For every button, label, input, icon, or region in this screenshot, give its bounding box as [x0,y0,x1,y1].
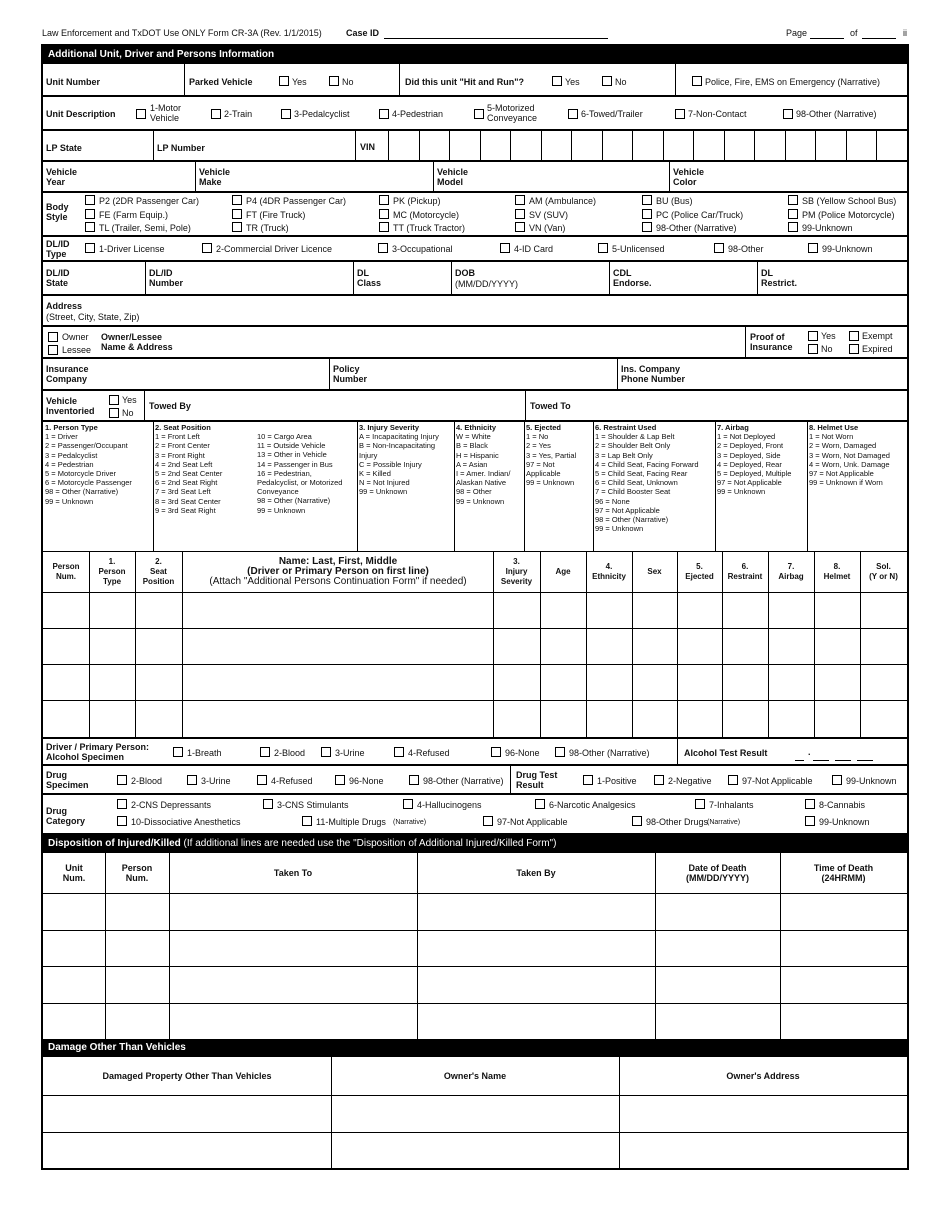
body-style-label: Body Style [46,202,69,222]
alcohol-row [43,739,907,766]
body-style-checkbox[interactable] [85,222,95,232]
person-table-header: 3. Injury Severity [500,557,533,586]
code-legend-row [43,422,907,552]
alcohol-specimen-option: 1-Breath [187,748,222,758]
legend-airbag: 7. Airbag 1 = Not Deployed 2 = Deployed, Front 3 = Deployed, Side 4 = Deployed, Rear 5 = Deployed, Multiple 97 = Not Applicable 99 = Unknown [717,423,792,497]
person-table-header: 2. Seat Position [142,557,175,586]
inventoried-yes-label: Yes [122,395,137,405]
body-style-option: SV (SUV) [529,209,569,220]
address-sub: (Street, City, State, Zip) [46,312,140,322]
vehicle-year-label: Vehicle Year [46,167,78,187]
body-style-checkbox[interactable] [788,222,798,232]
table-row[interactable] [43,592,907,593]
disposition-title: Disposition of Injured/Killed [48,838,181,849]
body-style-checkbox[interactable] [788,195,798,205]
unit-desc-non-contact-checkbox[interactable] [675,109,685,119]
proof-no-checkbox[interactable] [808,344,818,354]
drug-category-checkbox[interactable] [805,799,815,809]
body-style-option: PM (Police Motorcycle) [802,209,895,220]
drug-specimen-checkbox[interactable] [409,775,419,785]
body-style-checkbox[interactable] [642,222,652,232]
alcohol-specimen-option: 2-Blood [274,748,306,758]
case-id-field[interactable] [384,38,608,39]
drug-specimen-row [43,766,907,795]
vin-char-box[interactable] [785,131,786,160]
unit-desc-option: 7-Non-Contact [688,109,747,119]
body-style-option: 99-Unknown [802,223,853,233]
disposition-table-header: Taken To [273,868,313,878]
drug-result-option: 99-Unknown [846,776,897,786]
unit-desc-option: 4-Pedestrian [392,109,444,119]
table-row[interactable] [43,1003,907,1004]
person-table [43,552,907,739]
drug-specimen-option: 96-None [349,776,384,786]
alcohol-specimen-checkbox[interactable] [321,747,331,757]
legend-person-type: 1. Person Type 1 = Driver 2 = Passenger/Occupant 3 = Pedalcyclist 4 = Pedestrian 5 = Motorcycle Driver 6 = Motorcycle Passenger 98 = Other (Narrative) 99 = Unknown [45,423,132,506]
drug-category-option: 4-Hallucinogens [417,800,482,810]
towed-to-label: Towed To [530,401,571,411]
drug-category-checkbox[interactable] [403,799,413,809]
dl-type-label: DL/ID Type [46,239,70,259]
dob-format: (MM/DD/YYYY) [455,279,518,289]
dl-class-label: DL Class [357,268,382,288]
body-style-checkbox[interactable] [379,209,389,219]
drug-category-label: Drug Category [46,806,86,826]
unit-desc-motor-vehicle-checkbox[interactable] [136,109,146,119]
vin-char-box[interactable] [663,131,664,160]
policy-number-label: Policy Number [333,364,368,384]
vin-char-box[interactable] [846,131,847,160]
alcohol-specimen-option: 4-Refused [408,748,450,758]
disposition-table-header: Time of Death (24HRMM) [813,863,874,883]
drug-category-checkbox[interactable] [695,799,705,809]
dob-label: DOB [455,268,475,278]
body-style-option: 98-Other (Narrative) [656,223,737,233]
dl-type-checkbox[interactable] [378,243,388,253]
body-style-checkbox[interactable] [232,195,242,205]
form-header [42,24,908,42]
proof-no-label: No [821,344,833,354]
vehicle-make-label: Vehicle Make [199,167,231,187]
body-style-option: TL (Trailer, Semi, Pole) [99,223,191,233]
cdl-endorse-label: CDL Endorse. [613,268,652,288]
parked-yes-checkbox[interactable] [279,76,289,86]
person-table-header: Sol. (Y or N) [869,562,898,581]
legend-seat-position: 2. Seat Position 1 = Front Left 2 = Front Center 3 = Front Right 4 = 2nd Seat Left 5 = 2nd Seat Center 6 = 2nd Seat Right 7 = 3rd Seat Left 8 = 3rd Seat Center 9 = 3rd Seat Right [155,423,223,515]
alcohol-specimen-checkbox[interactable] [173,747,183,757]
vin-char-box[interactable] [571,131,572,160]
person-table-header: 1. Person Type [98,557,126,586]
parked-no-label: No [342,77,354,87]
legend-ethnicity: 4. Ethnicity W = White B = Black H = Hispanic A = Asian I = Amer. Indian/ Alaskan Native 98 = Other 99 = Unknown [456,423,511,506]
case-id-label: Case ID [346,28,380,38]
damage-table-header: Owner's Name [443,1071,507,1081]
vin-char-box[interactable] [419,131,420,160]
dl-type-checkbox[interactable] [202,243,212,253]
proof-expired-checkbox[interactable] [849,344,859,354]
drug-specimen-option: 98-Other (Narrative) [423,776,504,786]
body-style-option: PK (Pickup) [393,196,441,206]
hit-run-yes-label: Yes [565,77,580,87]
lessee-label: Lessee [62,345,92,355]
drug-category-option: 7-Inhalants [709,800,754,810]
dl-type-option: 4-ID Card [514,244,554,254]
lessee-checkbox[interactable] [48,345,58,355]
dl-type-option: 3-Occupational [392,244,453,254]
damage-table-header: Owner's Address [726,1071,800,1081]
body-style-option: FE (Farm Equip.) [99,209,169,220]
body-style-checkbox[interactable] [379,222,389,232]
owner-label: Owner [62,332,89,342]
unit-description-label: Unit Description [46,109,116,119]
body-style-checkbox[interactable] [379,195,389,205]
vehicle-model-label: Vehicle Model [437,167,469,187]
vin-char-box[interactable] [724,131,725,160]
dl-type-option: 1-Driver License [99,244,165,254]
unit-desc-option: 2-Train [224,109,253,119]
hit-run-yes-checkbox[interactable] [552,76,562,86]
dl-type-checkbox[interactable] [598,243,608,253]
vehicle-color-label: Vehicle Color [673,167,705,187]
lp-state-label: LP State [46,143,82,153]
damage-table-header: Damaged Property Other Than Vehicles [102,1071,272,1081]
dl-state-label: DL/ID State [46,268,70,288]
body-style-checkbox[interactable] [515,209,525,219]
legend-helmet: 8. Helmet Use 1 = Not Worn 2 = Worn, Damaged 3 = Worn, Not Damaged 4 = Worn, Unk. Damage 97 = Not Applicable 99 = Unknown if Worn [809,423,890,488]
drug-test-result-label: Drug Test Result [516,770,558,790]
vin-char-box[interactable] [449,131,450,160]
body-style-option: SB (Yellow School Bus) [802,196,897,206]
unit-desc-motorized-conveyance-checkbox[interactable] [474,109,484,119]
body-style-row [43,193,907,237]
disposition-table [43,853,907,1039]
dl-type-checkbox[interactable] [808,243,818,253]
alcohol-specimen-checkbox[interactable] [491,747,501,757]
drug-category-option: 10-Dissociative Anesthetics [131,817,241,827]
form-frame [41,44,909,1170]
unit-desc-option: 6-Towed/Trailer [581,109,643,119]
drug-category-option: 6-Narcotic Analgesics [549,800,636,810]
person-table-header: Person Num. [52,562,80,581]
vin-char-box[interactable] [602,131,603,160]
body-style-checkbox[interactable] [642,209,652,219]
vin-char-box[interactable] [693,131,694,160]
person-table-header: Age [555,567,571,576]
unit-desc-towed-trailer-checkbox[interactable] [568,109,578,119]
dl-type-option: 98-Other [728,244,764,254]
vin-char-box[interactable] [876,131,877,160]
drug-category-option: 99-Unknown [819,817,870,827]
unit-number-label: Unit Number [46,77,100,87]
emergency-label: Police, Fire, EMS on Emergency (Narrative) [705,77,881,87]
towed-by-label: Towed By [149,401,191,411]
emergency-checkbox[interactable] [692,76,702,86]
legend-injury-severity: 3. Injury Severity A = Incapacitating Injury B = Non-Incapacitating Injury C = Possible Injury K = Killed N = Not Injured 99 = Unknown [359,423,439,497]
page-number-field[interactable] [810,38,844,39]
drug-specimen-checkbox[interactable] [187,775,197,785]
body-style-option: FT (Fire Truck) [246,209,306,220]
alcohol-specimen-option: 98-Other (Narrative) [569,748,650,758]
drug-specimen-option: 3-Urine [201,776,231,786]
owner-lessee-label: Owner/Lessee Name & Address [101,332,173,352]
drug-specimen-checkbox[interactable] [335,775,345,785]
dl-row [43,262,907,296]
hit-run-no-label: No [615,77,627,87]
table-row[interactable] [43,628,907,629]
dl-type-checkbox[interactable] [714,243,724,253]
vin-char-box[interactable] [815,131,816,160]
legend-ejected: 5. Ejected 1 = No 2 = Yes 3 = Yes, Partial 97 = Not Applicable 99 = Unknown [526,423,577,488]
unit-desc-pedestrian-checkbox[interactable] [379,109,389,119]
body-style-checkbox[interactable] [85,209,95,219]
body-style-checkbox[interactable] [232,209,242,219]
disposition-table-header: Person Num. [121,863,153,883]
hit-and-run-label: Did this unit "Hit and Run"? [405,77,525,87]
drug-category-checkbox[interactable] [632,816,642,826]
table-row[interactable] [43,966,907,967]
table-row[interactable] [43,700,907,701]
person-table-header: 6. Restraint [727,562,763,581]
drug-category-checkbox[interactable] [117,816,127,826]
vin-char-box[interactable] [541,131,542,160]
inventoried-yes-checkbox[interactable] [109,395,119,405]
drug-category-checkbox[interactable] [263,799,273,809]
address-row [43,296,907,327]
drug-result-option: 1-Positive [597,776,637,786]
person-table-header: 7. Airbag [778,562,804,581]
owner-row [43,327,907,359]
drug-result-checkbox[interactable] [583,775,593,785]
lp-number-label: LP Number [157,143,205,153]
proof-yes-label: Yes [821,331,836,341]
alcohol-specimen-checkbox[interactable] [555,747,565,757]
dl-type-checkbox[interactable] [500,243,510,253]
dl-number-label: DL/ID Number [149,268,184,288]
parked-yes-label: Yes [292,77,307,87]
proof-exempt-checkbox[interactable] [849,331,859,341]
lp-row [43,131,907,162]
hit-run-no-checkbox[interactable] [602,76,612,86]
dl-type-row [43,237,907,262]
drug-result-checkbox[interactable] [654,775,664,785]
proof-exempt-label: Exempt [862,331,893,341]
body-style-option: TT (Truck Tractor) [393,223,465,233]
person-table-header: 8. Helmet [823,562,851,581]
body-style-checkbox[interactable] [515,222,525,232]
drug-result-checkbox[interactable] [832,775,842,785]
drug-result-checkbox[interactable] [728,775,738,785]
parked-vehicle-label: Parked Vehicle [189,77,253,87]
vehicle-row [43,162,907,193]
table-row[interactable] [43,893,907,894]
body-style-checkbox[interactable] [642,195,652,205]
dl-restrict-label: DL Restrict. [761,268,798,288]
proof-insurance-label: Proof of Insurance [750,332,793,352]
drug-category-option: 3-CNS Stimulants [277,800,349,810]
unit-description-row [43,97,907,131]
person-table-header: Sex [647,567,662,576]
dl-type-option: 2-Commercial Driver Licence [216,244,333,254]
narrative-note: (Narrative) [707,819,741,826]
alcohol-result-label: Alcohol Test Result [684,748,768,758]
drug-specimen-checkbox[interactable] [257,775,267,785]
alcohol-specimen-checkbox[interactable] [394,747,404,757]
towed-row [43,391,907,422]
table-row[interactable] [43,930,907,931]
vin-char-box[interactable] [480,131,481,160]
body-style-option: P2 (2DR Passenger Car) [99,196,200,206]
table-row[interactable] [43,1132,907,1133]
drug-category-checkbox[interactable] [805,816,815,826]
drug-specimen-option: 4-Refused [271,776,313,786]
drug-category-option: 8-Cannabis [819,800,866,810]
vin-char-box[interactable] [754,131,755,160]
unit-desc-option: 1-Motor Vehicle [150,103,182,123]
insurance-company-label: Insurance Company [46,364,89,384]
table-row[interactable] [43,1095,907,1096]
unit-row [43,64,907,97]
unit-desc-option: 3-Pedalcyclist [294,109,350,119]
drug-category-checkbox[interactable] [535,799,545,809]
alcohol-specimen-label: Driver / Primary Person: Alcohol Specimen [46,742,150,762]
drug-category-option: 11-Multiple Drugs [316,817,386,827]
vin-char-box[interactable] [510,131,511,160]
insurance-row [43,359,907,391]
page-label: Page [786,28,808,38]
unit-desc-other-checkbox[interactable] [783,109,793,119]
body-style-option: P4 (4DR Passenger Car) [246,196,347,206]
disposition-note: (If additional lines are needed use the "Disposition of Additional Injured/Killed Form") [180,838,557,849]
unit-desc-train-checkbox[interactable] [211,109,221,119]
body-style-option: MC (Motorcycle) [393,209,460,220]
table-row[interactable] [43,664,907,665]
section-title-additional-unit: Additional Unit, Driver and Persons Information [43,46,907,64]
body-style-checkbox[interactable] [232,222,242,232]
parked-no-checkbox[interactable] [329,76,339,86]
drug-category-option: 2-CNS Depressants [131,800,212,810]
vehicle-inventoried-label: Vehicle Inventoried [46,396,95,416]
alcohol-specimen-option: 96-None [505,748,540,758]
unit-desc-option: 5-Motorized Conveyance [487,103,538,123]
body-style-checkbox[interactable] [85,195,95,205]
damage-table [43,1057,907,1168]
drug-specimen-checkbox[interactable] [117,775,127,785]
of-label: of [850,28,858,38]
dl-type-option: 99-Unknown [822,244,873,254]
inventoried-no-checkbox[interactable] [109,408,119,418]
alcohol-specimen-checkbox[interactable] [260,747,270,757]
name-column-header: Name: Last, First, Middle (Driver or Primary Person on first line) (Attach "Additional Persons Continuation Form" if needed) [209,556,467,587]
page-total-field[interactable] [862,38,896,39]
alcohol-result-decimal: . [808,747,811,757]
drug-category-checkbox[interactable] [483,816,493,826]
drug-category-checkbox[interactable] [117,799,127,809]
ins-phone-label: Ins. Company Phone Number [621,364,686,384]
inventoried-no-label: No [122,408,134,418]
narrative-note: (Narrative) [393,819,427,826]
person-table-header: 5. Ejected [685,562,714,581]
drug-result-option: 97-Not Applicable [742,776,813,786]
vin-char-box[interactable] [388,131,389,160]
person-table-header: 4. Ethnicity [592,562,626,581]
disposition-table-header: Unit Num. [62,863,86,883]
drug-category-option: 98-Other Drugs [646,817,709,827]
section-title-disposition [43,835,907,853]
body-style-option: VN (Van) [529,223,566,233]
drug-result-option: 2-Negative [668,776,712,786]
unit-desc-option: 98-Other (Narrative) [796,109,877,119]
drug-specimen-option: 2-Blood [131,776,163,786]
body-style-option: BU (Bus) [656,196,693,206]
alcohol-specimen-option: 3-Urine [335,748,365,758]
proof-expired-label: Expired [862,344,893,354]
legend-seat-position-extra: 10 = Cargo Area 11 = Outside Vehicle 13 = Other in Vehicle 14 = Passenger in Bus 16 = Pedestrian, Pedalcyclist, or Motorized Conveyance 98 = Other (Narrative) 99 = Unknown [257,432,343,515]
address-label: Address [46,301,83,311]
dl-type-checkbox[interactable] [85,243,95,253]
drug-specimen-label: Drug Specimen [46,770,89,790]
owner-checkbox[interactable] [48,332,58,342]
unit-desc-pedalcyclist-checkbox[interactable] [281,109,291,119]
drug-category-row [43,795,907,835]
drug-category-checkbox[interactable] [302,816,312,826]
body-style-checkbox[interactable] [788,209,798,219]
legend-restraint: 6. Restraint Used 1 = Shoulder & Lap Belt 2 = Shoulder Belt Only 3 = Lap Belt Only 4 = Child Seat, Facing Forward 5 = Child Seat, Facing Rear 6 = Child Seat, Unknown 7 = Child Booster Seat 96 = None 97 = Not Applicable 98 = Other (Narrative) 99 = Unknown [595,423,699,534]
dl-type-option: 5-Unlicensed [612,244,665,254]
vin-label: VIN [360,142,376,152]
form-title: Law Enforcement and TxDOT Use ONLY Form CR-3A (Rev. 1/1/2015) [42,28,322,38]
body-style-option: PC (Police Car/Truck) [656,209,744,220]
page-suffix: ii [903,28,907,38]
body-style-option: AM (Ambulance) [529,196,597,206]
disposition-table-header: Taken By [516,868,556,878]
proof-yes-checkbox[interactable] [808,331,818,341]
drug-category-option: 97-Not Applicable [497,817,568,827]
vin-char-box[interactable] [632,131,633,160]
body-style-checkbox[interactable] [515,195,525,205]
section-title-damage: Damage Other Than Vehicles [43,1039,907,1057]
body-style-option: TR (Truck) [246,223,289,233]
disposition-table-header: Date of Death (MM/DD/YYYY) [686,863,749,883]
